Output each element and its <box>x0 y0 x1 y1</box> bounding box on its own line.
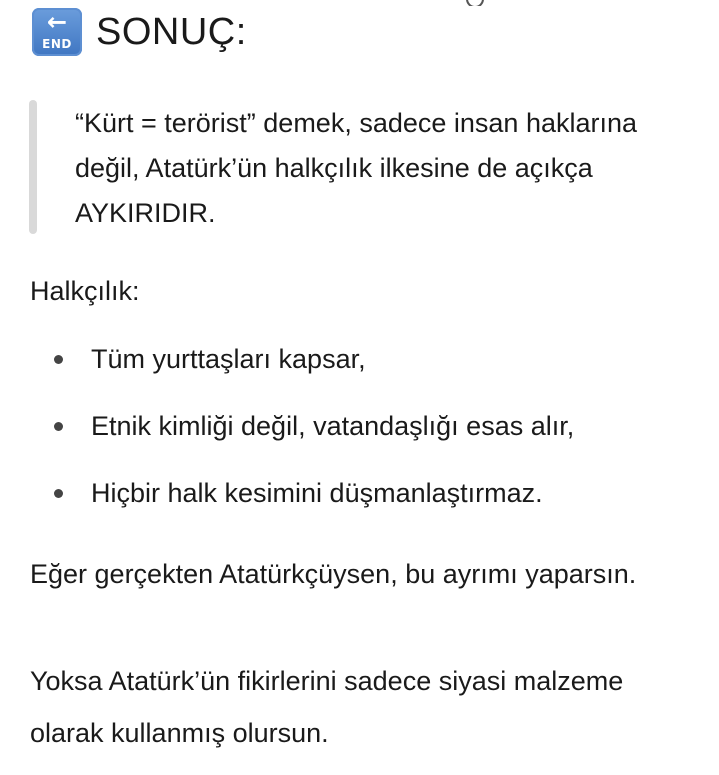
list-item <box>30 460 574 527</box>
bullet-icon <box>54 422 63 431</box>
previous-content-fragment <box>330 0 490 6</box>
end-icon-label: END <box>42 37 72 51</box>
conclusion-paragraph-1: Eğer gerçekten Atatürkçüysen, bu ayrımı yaparsın. <box>30 559 637 589</box>
conclusion-paragraph-2: Yoksa Atatürk’ün fikirlerini sadece siyasi malzeme olarak kullanmış olursun. <box>30 666 624 748</box>
quote-text: “Kürt = terörist” demek, sadece insan haklarına değil, Atatürk’ün halkçılık ilkesine de açıkça AYKIRIDIR. <box>75 108 638 228</box>
bullet-icon <box>54 489 63 498</box>
section-label: Halkçılık: <box>30 276 140 306</box>
section-heading <box>32 8 247 56</box>
bullet-icon <box>54 355 63 364</box>
end-arrow-icon: ← END <box>32 8 82 56</box>
list-item <box>30 393 574 460</box>
heading-title: SONUÇ: <box>96 11 247 53</box>
list-item <box>30 326 574 393</box>
bullet-list <box>30 326 574 527</box>
blockquote <box>29 100 699 236</box>
quote-bar <box>29 100 37 234</box>
list-item-text: Tüm yurttaşları kapsar, <box>91 344 366 374</box>
list-item-text: Etnik kimliği değil, vatandaşlığı esas alır, <box>91 411 575 441</box>
list-item-text: Hiçbir halk kesimini düşmanlaştırmaz. <box>91 478 543 508</box>
circle-icon <box>466 0 484 6</box>
